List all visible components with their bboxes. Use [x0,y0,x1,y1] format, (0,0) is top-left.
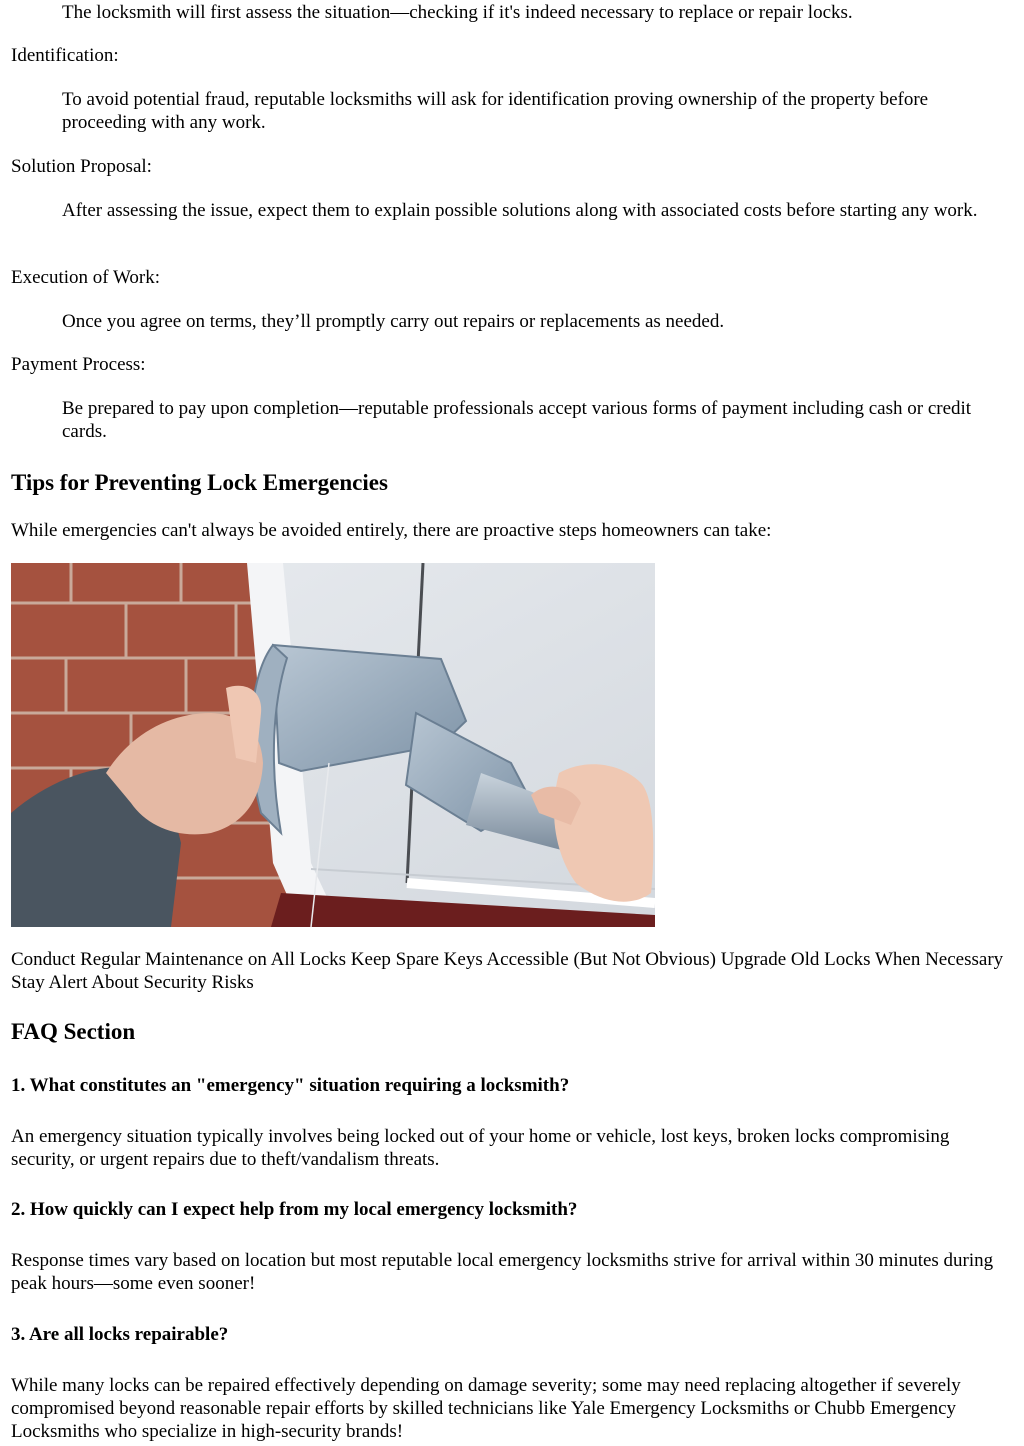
faq-question-2: 2. How quickly can I expect help from my local emergency locksmith? [11,1199,578,1220]
step-solution-term: Solution Proposal: [11,156,152,177]
step-solution-desc: After assessing the issue, expect them to explain possible solutions along with associated costs before starting any work. [62,200,978,221]
step-assessment-desc: The locksmith will first assess the situation—checking if it's indeed necessary to replace or repair locks. [62,2,853,23]
faq-question-3: 3. Are all locks repairable? [11,1324,229,1345]
faq-answer-3: While many locks can be repaired effectively depending on damage severity; some may need replacing altogether if severely compromised beyond reasonable repair efforts by skilled technicians like Yale Emergency Locksmiths or Chubb Emergency Locksmiths who specialize in high-security brands! [11,1375,961,1442]
locksmith-tool-photo [11,563,655,927]
tips-intro: While emergencies can't always be avoided entirely, there are proactive steps homeowners can take: [11,520,772,541]
step-identification-term: Identification: [11,45,119,66]
step-payment-desc: Be prepared to pay upon completion—reputable professionals accept various forms of payment including cash or credit cards. [62,398,972,442]
faq-heading: FAQ Section [11,1019,136,1044]
faq-question-1: 1. What constitutes an "emergency" situation requiring a locksmith? [11,1075,570,1096]
tips-list-text: Conduct Regular Maintenance on All Locks Keep Spare Keys Accessible (But Not Obvious) Upgrade Old Locks When Necessary Stay Alert About Security Risks [11,949,1004,993]
faq-answer-2: Response times vary based on location but most reputable local emergency locksmiths strive for arrival within 30 minutes during peak hours—some even sooner! [11,1250,994,1294]
step-payment-term: Payment Process: [11,354,146,375]
step-execution-desc: Once you agree on terms, they’ll promptly carry out repairs or replacements as needed. [62,311,725,332]
step-execution-term: Execution of Work: [11,267,161,288]
step-identification-desc: To avoid potential fraud, reputable locksmiths will ask for identification proving ownership of the property before proceeding with any work. [62,89,929,133]
tips-heading: Tips for Preventing Lock Emergencies [11,470,388,495]
faq-answer-1: An emergency situation typically involves being locked out of your home or vehicle, lost keys, broken locks compromising security, or urgent repairs due to theft/vandalism threats. [11,1126,950,1170]
